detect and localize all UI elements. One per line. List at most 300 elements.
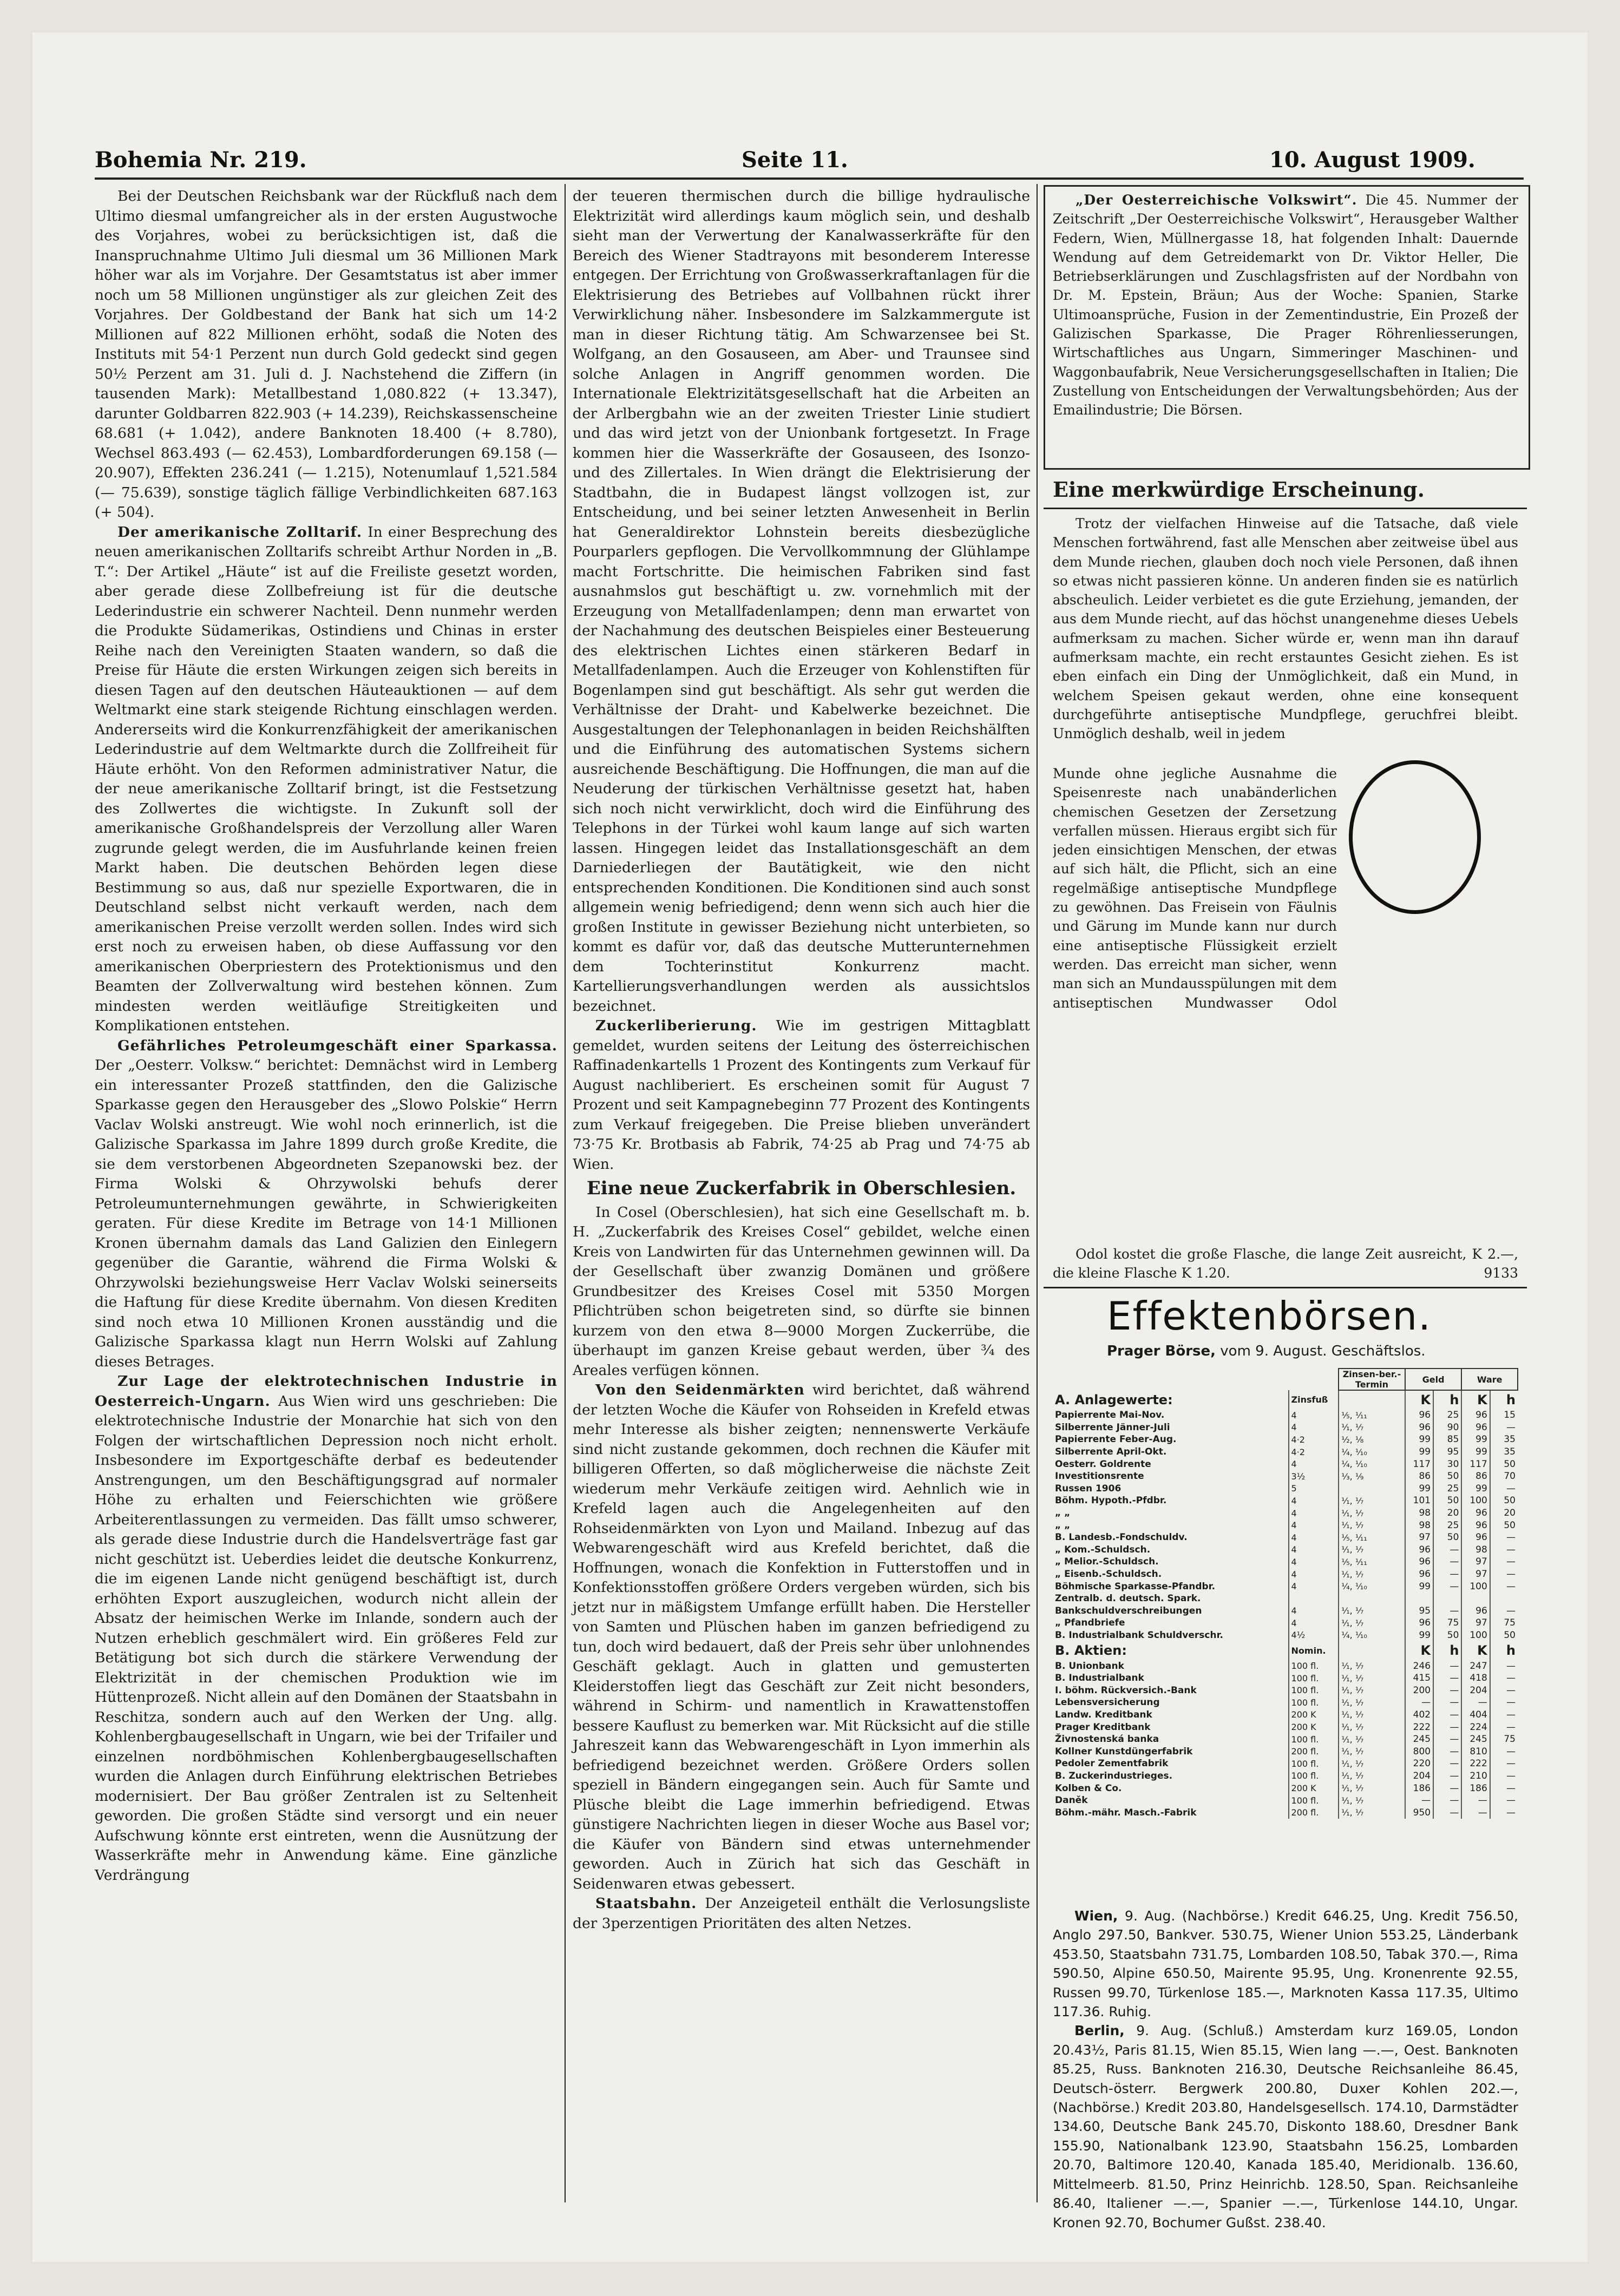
security-term: ⅟₄, ⅟₁₀: [1339, 1446, 1405, 1458]
geld-k: 99: [1405, 1446, 1433, 1458]
boerse-table: [1053, 1368, 1518, 1819]
geld-h: —: [1433, 1660, 1461, 1672]
table-row: [1053, 1422, 1518, 1434]
security-name: Daněk: [1055, 1795, 1088, 1806]
unit-h: h: [1490, 1390, 1518, 1409]
ad-paragraph-2-narrow: [1053, 764, 1337, 1013]
table-row: [1053, 1483, 1518, 1495]
table-row: [1053, 1806, 1518, 1819]
ware-k: 86: [1461, 1470, 1490, 1483]
geld-h: 75: [1433, 1617, 1461, 1629]
odol-seal-image: [1349, 760, 1481, 914]
article-heading: Gefährliches Petroleumgeschäft einer Sparkassa.: [117, 1037, 558, 1054]
article-body: Wie im gestrigen Mittagblatt gemeldet, wurden seitens der Leitung des österreichischen Raffinadenkartells 1 Prozent des Kontingents zum Verkauf für August nachliberiert. Es erscheinen somit für August 7 Prozent und seit Kampagnebeginn 77 Prozent des Kontingents zum Verkauf freigegeben. Die Preise blieben unverändert 73·75 Kr. Brotbasis ab Fabrik, 74·25 ab Prag und 74·75 ab Wien.: [573, 1017, 1030, 1173]
table-row: [1053, 1580, 1518, 1593]
geld-h: —: [1433, 1733, 1461, 1746]
security-term: ⅟₂, ⅟₈: [1339, 1433, 1405, 1446]
geld-h: 50: [1433, 1531, 1461, 1544]
security-name: I. böhm. Rückversich.-Bank: [1055, 1685, 1197, 1696]
table-row: [1053, 1433, 1518, 1446]
geld-k: 222: [1405, 1721, 1433, 1733]
geld-k: 99: [1405, 1483, 1433, 1495]
geld-h: —: [1433, 1568, 1461, 1581]
geld-h: 25: [1433, 1483, 1461, 1495]
table-row: [1053, 1568, 1518, 1581]
table-row: [1053, 1409, 1518, 1422]
article-heading: Staatsbahn.: [595, 1895, 697, 1912]
table-row: [1053, 1617, 1518, 1629]
ware-k: 186: [1461, 1782, 1490, 1794]
geld-h: —: [1433, 1672, 1461, 1685]
section-label: B. Aktien:: [1055, 1643, 1127, 1659]
security-rate: 4: [1289, 1422, 1339, 1434]
article-body: Der Anzeigeteil enthält die Verlosungsliste der 3perzentigen Prioritäten des alten Netzes.: [573, 1895, 1030, 1932]
table-row: [1053, 1672, 1518, 1685]
wien-heading: Wien,: [1074, 1908, 1118, 1924]
article-body: In einer Besprechung des neuen amerikanischen Zolltarifs schreibt Arthur Norden in „B. T.“: Der Artikel „Häute“ ist auf die Freiliste gesetzt worden, aber gerade diese Zollbefreiung ist für die deutsche Lederindustrie ein schwerer Nachteil. Denn nunmehr werden die Produkte Südamerikas, Ostindiens und Chinas in erster Reihe nach den Vereinigten Staaten wandern, so daß die Preise für Häute die ersten Wirkungen zeigen sich bereits in diesen Tagen auf den deutschen Häuteauktionen — auf dem Weltmarkt eine stark steigende Richtung einschlagen werden. Andererseits wird die Konkurrenzfähigkeit der amerikanischen Lederindustrie auf dem Weltmarkte durch die Zollfreiheit für Häute erhöht. Von den Reformen administrativer Natur, die der neue amerikanische Zolltarif bringt, ist die Festsetzung des Zollwertes die wichtigste. In Zukunft soll der amerikanische Großhandelspreis der Verzollung aller Waren zugrunde gelegt werden, die im Ausfuhrlande keinen freien Markt haben. Die deutschen Behörden legen diese Bestimmung so aus, daß nur spezielle Exportwaren, die in Deutschland selbst nicht verkauft werden, nach dem amerikanischen Preise verzollt werden sollen. Indes wird sich erst noch zu erweisen haben, ob diese Auffassung vor den amerikanischen Oberpriestern des Protektionismus und den Beamten der Zollverwaltung wird bestehen können. Zum mindesten werden weitläufige Streitigkeiten und Komplikationen entstehen.: [95, 523, 558, 1034]
table-row: [1053, 1544, 1518, 1556]
geld-k: 98: [1405, 1507, 1433, 1519]
geld-h: —: [1433, 1745, 1461, 1758]
volkswirt-notice: [1053, 190, 1518, 420]
section-sub: Nomin.: [1289, 1641, 1339, 1660]
security-name: B. Unionbank: [1055, 1660, 1124, 1672]
header-left: Bohemia Nr. 219.: [95, 147, 307, 173]
article-heading: Eine neue Zuckerfabrik in Oberschlesien.: [586, 1177, 1016, 1199]
geld-k: 96: [1405, 1556, 1433, 1568]
security-name: B. Landesb.-Fondschuldv.: [1055, 1532, 1188, 1543]
wien-paragraph: [1053, 1906, 1518, 2021]
geld-h: —: [1433, 1770, 1461, 1782]
ware-k: 99: [1461, 1446, 1490, 1458]
security-name: Oesterr. Goldrente: [1055, 1458, 1151, 1470]
geld-k: 220: [1405, 1758, 1433, 1770]
column-separator-2: [1037, 184, 1038, 2202]
security-name: Bankschuldverschreibungen: [1055, 1605, 1202, 1616]
table-row: [1053, 1721, 1518, 1733]
ware-h: 75: [1490, 1733, 1518, 1746]
ware-h: 20: [1490, 1507, 1518, 1519]
security-rate: 100 fl.: [1289, 1696, 1339, 1709]
geld-k: 200: [1405, 1684, 1433, 1696]
article-body: Aus Wien wird uns geschrieben: Die elektrotechnische Industrie der Monarchie hat sich von den Folgen der wirtschaftlichen Depression noch nicht erholt. Insbesondere im Exportgeschäfte derbaf es bedeutender Anstrengungen, um den Beschäftigungsgrad auf normaler Höhe zu erhalten und Feierschichten wie größere Arbeiterentlassungen zu vermeiden. Das fällt umso schwerer, als gerade diese Industrie durch die Handelsverträge fast gar nicht geschützt ist. Ueberdies leidet die deutsche Konkurrenz, die im eigenen Lande nicht genügend beschäftigt ist, durch erhöhten Export auszugleichen, wodurch nicht allein der Absatz der heimischen Werke im Inlande, sondern auch der Nutzen erheblich geschmälert wird. Ein größeres Feld zur Betätigung bot sich durch die stärkere Verwendung der Elektrizität in der chemischen Produktion wie im Hüttenprozeß. Nicht allein auf den Domänen der Staatsbahn in Reschitza, sondern auch auf den Werken der Ung. allg. Kohlenbergbaugesellschaft in Ungarn, wie bei der Trifailer und einzelnen nordböhmischen Kohlenbergbaugesellschaften wurden die Anlagen durch Einführung elektrischen Betriebes modernisiert. Der Bau größer Zentralen ist zu Seltenheit geworden. Die großen Städte sind versorgt und ein neuer Aufschwung könnte erst eintreten, wenn die Ausnützung der Wasserkräfte mehr in Anwendung käme. Eine gänzliche Verdrängung: [95, 1392, 558, 1884]
ad-code: 9133: [1484, 1265, 1518, 1281]
ware-k: 245: [1461, 1733, 1490, 1746]
article-heading: Zuckerliberierung.: [595, 1017, 757, 1034]
boerse-subtitle: [1107, 1343, 1426, 1359]
ware-k: 98: [1461, 1544, 1490, 1556]
security-rate: 200 K: [1289, 1782, 1339, 1794]
article-zuckerfabrik: In Cosel (Oberschlesien), hat sich eine Gesellschaft m. b. H. „Zuckerfabrik des Kreises Cosel“ gebildet, welche einen Kreis von Landwirten für das Unternehmen gewinnen will. Da der Gesellschaft über zwanzig Domänen und größere Grundbesitzer des Kreises Cosel mit 5350 Morgen Pflichtrüben schon beigetreten sind, so dürfte sie binnen kurzem von den etwa 8—9000 Morgen Zuckerrübe, die überhaupt im ganzen Kreise gebaut werden, über ¾ des Areales verfügen können.: [573, 1203, 1030, 1379]
geld-h: —: [1433, 1721, 1461, 1733]
table-row: [1053, 1794, 1518, 1807]
ware-k: 96: [1461, 1422, 1490, 1434]
security-term: ⅟₁, ⅟₇: [1339, 1605, 1405, 1617]
geld-h: —: [1433, 1605, 1461, 1617]
table-row: [1053, 1696, 1518, 1709]
geld-h: —: [1433, 1794, 1461, 1807]
ad-price: [1053, 1245, 1518, 1283]
article-heading: Zur Lage der elektrotechnischen Industrie in Oesterreich-Ungarn.: [95, 1373, 558, 1410]
geld-k: 97: [1405, 1531, 1433, 1544]
ware-h: [1490, 1593, 1518, 1605]
security-term: ⅟₁, ⅟₇: [1339, 1806, 1405, 1819]
security-name: „ Pfandbriefe: [1055, 1617, 1125, 1629]
table-row: [1053, 1470, 1518, 1483]
geld-k: 96: [1405, 1544, 1433, 1556]
geld-h: —: [1433, 1709, 1461, 1721]
security-name: Kollner Kunstdüngerfabrik: [1055, 1746, 1193, 1757]
geld-h: 50: [1433, 1495, 1461, 1507]
geld-k: 96: [1405, 1568, 1433, 1581]
security-name: Lebensversicherung: [1055, 1697, 1160, 1708]
table-row: [1053, 1495, 1518, 1507]
security-rate: 200 K: [1289, 1709, 1339, 1721]
security-term: ⅟₄, ⅟₁₀: [1339, 1458, 1405, 1470]
geld-h: —: [1433, 1556, 1461, 1568]
security-term: ⅟₁, ⅟₇: [1339, 1721, 1405, 1733]
security-rate: 3½: [1289, 1470, 1339, 1483]
ware-h: 15: [1490, 1409, 1518, 1422]
article-heading: Der amerikanische Zolltarif.: [117, 523, 363, 541]
geld-k: 99: [1405, 1580, 1433, 1593]
unit-h: h: [1490, 1641, 1518, 1660]
boerse-title: Effektenbörsen.: [1107, 1293, 1432, 1339]
geld-k: 246: [1405, 1660, 1433, 1672]
ware-k: 97: [1461, 1556, 1490, 1568]
geld-k: 245: [1405, 1733, 1433, 1746]
table-row: [1053, 1531, 1518, 1544]
security-term: ⅟₄, ⅟₁₀: [1339, 1629, 1405, 1642]
ware-h: 50: [1490, 1519, 1518, 1531]
security-term: ⅕, ⅟₁₁: [1339, 1409, 1405, 1422]
column-separator-1: [565, 184, 566, 2202]
ad-price-text: Odol kostet die große Flasche, die lange Zeit ausreicht, K 2.—, die kleine Flasche K 1.20.: [1053, 1246, 1518, 1281]
ware-k: 100: [1461, 1580, 1490, 1593]
security-name: Böhm. Hypoth.-Pfdbr.: [1055, 1495, 1167, 1506]
column-2: [573, 187, 1030, 1933]
geld-k: 95: [1405, 1605, 1433, 1617]
ware-k: 97: [1461, 1568, 1490, 1581]
ware-h: —: [1490, 1580, 1518, 1593]
security-rate: 4: [1289, 1544, 1339, 1556]
security-name: Pedoler Zementfabrik: [1055, 1758, 1169, 1769]
table-row: [1053, 1629, 1518, 1642]
geld-k: —: [1405, 1696, 1433, 1709]
geld-h: —: [1433, 1806, 1461, 1819]
security-term: ⅟₁, ⅟₇: [1339, 1495, 1405, 1507]
ad-paragraph-2-wide: [1053, 1014, 1518, 1285]
ware-h: —: [1490, 1672, 1518, 1685]
security-term: [1339, 1593, 1405, 1605]
berlin-paragraph: [1053, 2021, 1518, 2232]
security-term: ⅟₃, ⅟₉: [1339, 1470, 1405, 1483]
ad-text-2-wide: [1053, 1014, 1518, 1033]
security-rate: 4½: [1289, 1629, 1339, 1642]
table-row: [1053, 1770, 1518, 1782]
berlin-body: 9. Aug. (Schluß.) Amsterdam kurz 169.05, London 20.43½, Paris 81.15, Wien 85.15, Wien lang —.—, Oest. Banknoten 85.25, Russ. Banknoten 216.30, Deutsche Reichsanleihe 86.45, Deutsch-österr. Bergwerk 200.80, Duxer Kohlen 202.—, (Nachbörse.) Kredit 203.80, Handelsgesellsch. 174.10, Darmstädter 134.60, Deutsche Bank 245.70, Diskonto 188.60, Dresdner Bank 155.90, Nationalbank 123.90, Staatsbahn 156.25, Lombarden 20.70, Baltimore 120.40, Kanada 185.40, Meridionalb. 136.60, Mittelmeerb. 81.50, Prinz Heinrichb. 128.50, Span. Reichsanleihe 86.40, Italiener —.—, Spanier —.—, Türkenlose 144.10, Ungar. Kronen 92.70, Bochumer Gußst. 238.40.: [1053, 2023, 1518, 2231]
security-name: B. Industrialbank Schuldverschr.: [1055, 1629, 1223, 1641]
ware-h: —: [1490, 1745, 1518, 1758]
ad-title: Eine merkwürdige Erscheinung.: [1053, 477, 1425, 502]
ware-h: —: [1490, 1758, 1518, 1770]
ad-text-2: Munde ohne jegliche Ausnahme die Speisenreste nach unabänderlichen chemischen Gesetzen der Zersetzung verfallen müssen. Hieraus ergibt sich für jeden einsichtigen Menschen, der etwas auf sich hält, die Pflicht, sich an eine regelmäßige antiseptische Mundpflege zu gewöhnen. Das Freisein von Fäulnis und Gärung im Munde kann nur durch eine antiseptische Flüssigkeit erzielt werden. Das erreicht man sicher, wenn man sich an Mundausspülungen mit dem antiseptischen Mundwasser Odol: [1053, 766, 1337, 1011]
col-head-geld: Geld: [1405, 1369, 1462, 1390]
ware-h: 50: [1490, 1629, 1518, 1642]
ware-h: —: [1490, 1483, 1518, 1495]
unit-h: h: [1433, 1641, 1461, 1660]
geld-k: 402: [1405, 1709, 1433, 1721]
ware-k: 96: [1461, 1531, 1490, 1544]
security-term: ⅟₁, ⅟₇: [1339, 1745, 1405, 1758]
ware-h: —: [1490, 1422, 1518, 1434]
geld-h: [1433, 1593, 1461, 1605]
security-rate: 4·2: [1289, 1446, 1339, 1458]
table-row: [1053, 1733, 1518, 1746]
ware-h: 35: [1490, 1433, 1518, 1446]
security-rate: 100 fl.: [1289, 1770, 1339, 1782]
table-row: [1053, 1556, 1518, 1568]
security-term: ⅟₄, ⅟₁₀: [1339, 1580, 1405, 1593]
geld-h: —: [1433, 1580, 1461, 1593]
security-name: Russen 1906: [1055, 1483, 1121, 1494]
security-name: Živnostenská banka: [1055, 1734, 1159, 1745]
ware-k: [1461, 1593, 1490, 1605]
geld-k: 950: [1405, 1806, 1433, 1819]
table-row: [1053, 1684, 1518, 1696]
geld-k: 101: [1405, 1495, 1433, 1507]
security-name: „ Kom.-Schuldsch.: [1055, 1544, 1151, 1555]
ware-k: 204: [1461, 1684, 1490, 1696]
security-term: ⅟₁, ⅟₇: [1339, 1758, 1405, 1770]
table-row: [1053, 1519, 1518, 1531]
header-right: 10. August 1909.: [1269, 147, 1475, 173]
table-row: [1053, 1758, 1518, 1770]
security-rate: 200 fl.: [1289, 1806, 1339, 1819]
ware-h: 50: [1490, 1495, 1518, 1507]
table-row: [1053, 1782, 1518, 1794]
table-section-b: [1053, 1641, 1518, 1660]
security-term: ⅟₁, ⅟₇: [1339, 1684, 1405, 1696]
ware-k: 96: [1461, 1507, 1490, 1519]
article-body: wird berichtet, daß während der letzten Woche die Käufer von Rohseiden in Krefeld etwas mehr Interesse als bisher zeigten; nennenswerte Verkäufe sind nicht zustande gekommen, doch rechnen die Käufer mit billigeren Offerten, so daß möglicherweise die nächste Zeit wiederum mehr Verkäufe zeitigen wird. Aehnlich wie in Krefeld lagen auch die Angelegenheiten auf den Rohseidenmärkten von Lyon und Mailand. Inbezug auf das Webwarengeschäft wird aus Krefeld berichtet, daß die Hoffnungen, wonach die Konfektion in Futterstoffen und in Konfektionsstoffen größere Orders vergeben würden, sich bis jetzt nur in mäßigstem Umfange erfüllt haben. Die Hersteller von Samten und Plüschen haben im ganzen befriedigend zu tun, doch wird bedauert, daß der Preis sehr über unlohnendes Geschäft geklagt. Auch in glatten und gemusterten Kleiderstoffen liegt das Geschäft zur Zeit nicht besonders, während in Schirm- und namentlich in Krawattenstoffen bessere Kauflust zu bemerken war. Mit Rücksicht auf die stille Jahreszeit kann das Webwarengeschäft in Lyon immerhin als befriedigend bezeichnet werden. Größere Orders sollen speziell in Bändern eingegangen sein. Auch für Samte und Plüsche bleibt die Lage immerhin befriedigend. Etwas günstigere Nachrichten liegen in dieser Woche aus Basel vor; die Käufer von Bändern sind etwas unternehmender geworden. Auch in Zürich hat sich das Geschäft in Seidenwaren etwas gebessert.: [573, 1381, 1030, 1892]
ware-k: —: [1461, 1806, 1490, 1819]
ware-h: —: [1490, 1568, 1518, 1581]
security-rate: 4: [1289, 1495, 1339, 1507]
ware-h: —: [1490, 1531, 1518, 1544]
section-label: A. Anlagewerte:: [1055, 1392, 1173, 1407]
security-term: ⅟₁, ⅟₇: [1339, 1733, 1405, 1746]
article-seide: [573, 1380, 1030, 1894]
security-name: Papierrente Mai-Nov.: [1055, 1410, 1165, 1421]
table-row: [1053, 1446, 1518, 1458]
geld-k: —: [1405, 1794, 1433, 1807]
ad-title-rule: [1044, 508, 1527, 509]
article-elektro-cont: der teueren thermischen durch die billige hydraulische Elektrizität wird allerdings kaum möglich sein, und deshalb sieht man der Verwertung der Kanalwasserkräfte für den Bereich des Wiener Stadtrayons mit besonderem Interesse entgegen. Der Errichtung von Großwasserkraftanlagen für die Elektrisierung des Betriebes auf Vollbahnen rückt ihrer Verwirklichung näher. Insbesondere im Salzkammergute ist man in dieser Richtung tätig. Am Schwarzensee bei St. Wolfgang, an den Gosauseen, am Aber- und Traunsee sind solche Anlagen in Angriff genommen worden. Die Internationale Elektrizitätsgesellschaft hat die Arbeiten an der Arlbergbahn wie an der zweiten Triester Linie studiert und das wird jetzt von der Unionbank fortgesetzt. In Frage kommen hier die Wasserkräfte der Gosauseen, des Isonzo- und des Zillertales. In Wien drängt die Elektrisierung der Stadtbahn, die in Budapest längst vollzogen ist, zur Entscheidung, und bei seiner letzten Anwesenheit in Berlin hat Generaldirektor Lohnstein bereits diesbezügliche Pourparlers gepflogen. Die Vervollkommnung der Glühlampe macht Fortschritte. Die heimischen Fabriken sind fast ausnahmslos gut beschäftigt u. zw. vornehmlich mit der Erzeugung von Metallfadenlampen; denn man erwartet von der Nachahmung des deutschen Beispieles einer Besteuerung des elektrischen Lichtes einen stärkeren Bedarf in Metallfadenlampen. Auch die Erzeuger von Kohlenstiften für Bogenlampen sind gut beschäftigt. Als sehr gut werden die Verhältnisse der Draht- und Kabelwerke bezeichnet. Die Ausgestaltungen der Telephonanlagen in beiden Reichshälften und die Einführung des automatischen Systems sichern ausreichende Beschäftigung. Die Hoffnungen, die man auf die Neuderung der türkischen Verhältnisse gesetzt hat, haben sich noch nicht verwirklicht, doch wird die Einführung des Telephons in der Türkei wohl kaum lange auf sich warten lassen. Hingegen leidet das Installationsgeschäft an dem Darniederliegen der Bautätigkeit, wie den nicht entsprechenden Konditionen. Die Konditionen sind auch sonst allgemein wenig befriedigend; denn wenn sich auch hier die großen Institute in gewisser Beziehung nicht unterbieten, so kommt es dafür vor, daß das deutsche Mutterunternehmen dem Tochterinstitut Konkurrenz macht. Kartellierungsverhandlungen werden als aussichtslos bezeichnet.: [573, 188, 1030, 1015]
ware-k: 99: [1461, 1483, 1490, 1495]
geld-h: 25: [1433, 1519, 1461, 1531]
geld-h: —: [1433, 1758, 1461, 1770]
security-name: B. Zuckerindustrieges.: [1055, 1770, 1173, 1781]
ware-k: 100: [1461, 1629, 1490, 1642]
ad-paragraph-1: [1053, 514, 1518, 744]
security-rate: 4: [1289, 1605, 1339, 1617]
article-reichsbank: Bei der Deutschen Reichsbank war der Rückfluß nach dem Ultimo diesmal umfangreicher als in der ersten Augustwoche des Vorjahres, wobei zu berücksichtigen ist, daß die Inanspruchnahme Ultimo Juli diesmal um 36 Millionen Mark höher war als im Vorjahre. Der Gesamtstatus ist aber immer noch um 58 Millionen ungünstiger als zur gleichen Zeit des Vorjahres. Der Goldbestand der Bank hat sich um 14·2 Millionen auf 822 Millionen erhöht, sodaß die Noten des Instituts mit 54·1 Perzent nun durch Gold gedeckt sind gegen 50½ Perzent am 31. Juli d. J. Nachstehend die Ziffern (in tausenden Mark): Metallbestand 1,080.822 (+ 13.347), darunter Goldbarren 822.903 (+ 14.239), Reichskassenscheine 68.681 (+ 1.042), andere Banknoten 18.400 (+ 8.780), Wechsel 863.493 (— 62.453), Lombardforderungen 69.158 (— 20.907), Effekten 236.241 (— 1.215), Notenumlauf 1,521.584 (— 75.639), sonstige täglich fällige Verbindlichkeiten 687.163 (+ 504).: [95, 188, 558, 521]
security-name: B. Industrialbank: [1055, 1673, 1144, 1684]
security-name: Prager Kreditbank: [1055, 1721, 1151, 1733]
ware-h: —: [1490, 1770, 1518, 1782]
ware-h: —: [1490, 1556, 1518, 1568]
article-petroleum: [95, 1036, 558, 1372]
security-rate: 4: [1289, 1556, 1339, 1568]
ware-h: —: [1490, 1782, 1518, 1794]
geld-k: 96: [1405, 1617, 1433, 1629]
geld-k: 86: [1405, 1470, 1433, 1483]
volkswirt-heading: „Der Oesterreichische Volkswirt“.: [1075, 192, 1357, 208]
security-term: ⅟₁, ⅟₇: [1339, 1422, 1405, 1434]
security-name: Kolben & Co.: [1055, 1782, 1122, 1794]
security-rate: 100 fl.: [1289, 1672, 1339, 1685]
security-rate: [1289, 1593, 1339, 1605]
unit-k: K: [1461, 1641, 1490, 1660]
column-1: [95, 187, 558, 1885]
ware-k: 100: [1461, 1495, 1490, 1507]
security-rate: 4: [1289, 1617, 1339, 1629]
newspaper-page: [32, 32, 1588, 2262]
geld-h: 95: [1433, 1446, 1461, 1458]
security-name: „ „: [1055, 1508, 1071, 1519]
ware-k: 117: [1461, 1458, 1490, 1470]
ware-k: —: [1461, 1696, 1490, 1709]
ware-h: —: [1490, 1684, 1518, 1696]
boerse-subtitle-bold: Prager Börse,: [1107, 1343, 1216, 1359]
security-rate: 4: [1289, 1519, 1339, 1531]
empty-cell: [1339, 1390, 1405, 1409]
ware-k: 224: [1461, 1721, 1490, 1733]
ware-k: 210: [1461, 1770, 1490, 1782]
security-name: Silberrente Jänner-Juli: [1055, 1422, 1170, 1433]
security-rate: 4: [1289, 1458, 1339, 1470]
col-head-ware: Ware: [1461, 1369, 1518, 1390]
security-name: Investitionsrente: [1055, 1471, 1144, 1482]
geld-h: 25: [1433, 1409, 1461, 1422]
ware-h: —: [1490, 1709, 1518, 1721]
ware-h: —: [1490, 1544, 1518, 1556]
article-staatsbahn: [573, 1894, 1030, 1933]
wien-report: [1053, 1906, 1518, 2232]
ware-h: —: [1490, 1660, 1518, 1672]
geld-h: 50: [1433, 1470, 1461, 1483]
table-row: [1053, 1507, 1518, 1519]
geld-k: 99: [1405, 1433, 1433, 1446]
security-rate: 100 fl.: [1289, 1758, 1339, 1770]
geld-k: 117: [1405, 1458, 1433, 1470]
geld-h: 30: [1433, 1458, 1461, 1470]
geld-k: 204: [1405, 1770, 1433, 1782]
geld-h: —: [1433, 1696, 1461, 1709]
boerse-subtitle-rest: vom 9. August. Geschäftslos.: [1220, 1343, 1426, 1359]
security-rate: 100 fl.: [1289, 1794, 1339, 1807]
security-term: ⅟₁, ⅟₇: [1339, 1519, 1405, 1531]
security-name: „ Eisenb.-Schuldsch.: [1055, 1569, 1162, 1580]
ware-k: 222: [1461, 1758, 1490, 1770]
security-rate: 100 fl.: [1289, 1660, 1339, 1672]
ad-text-1: Trotz der vielfachen Hinweise auf die Tatsache, daß viele Menschen fortwährend, fast alle Menschen aber zeitweise übel aus dem Munde riechen, glauben doch noch viele Personen, daß ihnen so etwas nicht passieren könne. Un anderen finden sie es natürlich abscheulich. Leider verbietet es die gute Erziehung, jemanden, der aus dem Munde riecht, auf das höchst unangenehme dieses Uebels aufmerksam zu machen. Sicher würde er, wenn man ihn darauf aufmerksam machte, ein recht erstauntes Gesicht ziehen. Es ist eben einfach ein Ding der Unmöglichkeit, daß ein Mund, in welchem Speisen gekaut werden, ohne eine konsequent durchgeführte antiseptische Mundpflege, geruchfrei bleibt. Unmöglich deshalb, weil in jedem: [1053, 516, 1518, 742]
security-rate: 4: [1289, 1568, 1339, 1581]
article-zolltarif: [95, 523, 558, 1036]
ware-k: 247: [1461, 1660, 1490, 1672]
security-rate: 5: [1289, 1483, 1339, 1495]
header-center: Seite 11.: [742, 147, 848, 173]
article-body: Der „Oesterr. Volksw.“ berichtet: Demnächst wird in Lemberg ein interessanter Prozeß stattfinden, den die Galizische Sparkasse gegen den Herausgeber des „Slowo Polskie“ Herrn Vaclav Wolski anstreugt. Wie wohl noch erinnerlich, ist die Galizische Sparkassa im Jahre 1899 durch große Kredite, die sie dem verstorbenen Abgeordneten Szepanowski bez. der Firma Wolski & Ohrzywolski behufs derer Petroleumunternehmungen gewährte, in Schwierigkeiten geraten. Für diese Kredite im Betrage von 14·1 Millionen Kronen übernahm damals das Land Galizien den Einlegern gegenüber die Garantie, während die Firma Wolski & Ohrzywolski beziehungsweise Herr Vaclav Wolski seinerseits die Haftung für diese Kredite übernahm. Von diesen Krediten sind noch etwa 10 Millionen Kronen ausständig und die Galizische Sparkassa klagt nun Herrn Wolski auf Zahlung dieses Betrages.: [95, 1057, 558, 1370]
security-rate: 4: [1289, 1409, 1339, 1422]
ware-k: 404: [1461, 1709, 1490, 1721]
security-name: Papierrente Feber-Aug.: [1055, 1434, 1177, 1445]
security-term: ⅟₁, ⅟₇: [1339, 1507, 1405, 1519]
ware-h: 70: [1490, 1470, 1518, 1483]
security-name: Zentralb. d. deutsch. Spark.: [1055, 1593, 1201, 1604]
geld-k: 96: [1405, 1409, 1433, 1422]
geld-h: —: [1433, 1544, 1461, 1556]
table-row: [1053, 1593, 1518, 1605]
berlin-heading: Berlin,: [1074, 2023, 1125, 2039]
article-heading: Von den Seidenmärkten: [595, 1381, 805, 1398]
security-name: Landw. Kreditbank: [1055, 1709, 1152, 1720]
geld-h: 50: [1433, 1629, 1461, 1642]
security-term: ⅟₁, ⅟₇: [1339, 1617, 1405, 1629]
security-rate: 4·2: [1289, 1433, 1339, 1446]
security-term: ⅟₁, ⅟₇: [1339, 1660, 1405, 1672]
col-head-name: [1053, 1369, 1289, 1390]
geld-k: 800: [1405, 1745, 1433, 1758]
volkswirt-body: Die 45. Nummer der Zeitschrift „Der Oesterreichische Volkswirt“, Herausgeber Walther Federn, Wien, Müllnergasse 18, hat folgenden Inhalt: Dauernde Wendung auf dem Getreidemarkt von Dr. Viktor Heller, Die Betriebserklärungen und Zuschlagsfristen auf der Nordbahn von Dr. M. Epstein, Bräun; Aus der Woche: Spanien, Starke Ultimoansprüche, Fusion in der Zementindustrie, Ein Prozeß der Galizischen Sparkasse, Die Prager Röhrenliesserungen, Wirtschaftliches aus Ungarn, Simmeringer Maschinen- und Waggonbaufabrik, Neue Versicherungsgesellschaften in Italien; Die Zustellung von Entscheidungen der Verwaltungsbehörden; Aus der Emailindustrie; Die Börsen.: [1053, 192, 1518, 418]
security-name: Böhm.-mähr. Masch.-Fabrik: [1055, 1807, 1197, 1818]
table-row: [1053, 1605, 1518, 1617]
geld-k: [1405, 1593, 1433, 1605]
security-term: ⅟₅, ⅟₁₁: [1339, 1531, 1405, 1544]
table-row: [1053, 1745, 1518, 1758]
table-row: [1053, 1660, 1518, 1672]
wien-body: 9. Aug. (Nachbörse.) Kredit 646.25, Ung. Kredit 756.50, Anglo 297.50, Bankver. 530.75, Wiener Union 553.25, Länderbank 453.50, Staatsbahn 731.75, Lombarden 108.50, Tabak 370.—, Rima 590.50, Alpine 650.50, Mairente 95.95, Ung. Kronenrente 92.55, Russen 99.70, Türkenlose 185.—, Marknoten Kassa 117.35, Ultimo 117.36. Ruhig.: [1053, 1908, 1519, 2020]
security-term: ⅟₁, ⅟₇: [1339, 1672, 1405, 1685]
ware-h: —: [1490, 1696, 1518, 1709]
volkswirt-text: [1053, 190, 1518, 420]
col-head-zins: [1289, 1369, 1339, 1390]
security-rate: 100 fl.: [1289, 1733, 1339, 1746]
table-row: [1053, 1709, 1518, 1721]
col-head-termin: Zinsen-ber.-Termin: [1339, 1369, 1405, 1390]
security-term: ⅟₅, ⅟₁₁: [1339, 1556, 1405, 1568]
unit-h: h: [1433, 1390, 1461, 1409]
ware-h: 35: [1490, 1446, 1518, 1458]
geld-h: —: [1433, 1684, 1461, 1696]
geld-h: 20: [1433, 1507, 1461, 1519]
geld-k: 415: [1405, 1672, 1433, 1685]
empty-cell: [1339, 1641, 1405, 1660]
geld-h: 90: [1433, 1422, 1461, 1434]
security-term: ⅟₁, ⅟₇: [1339, 1544, 1405, 1556]
ware-h: 75: [1490, 1617, 1518, 1629]
geld-h: 85: [1433, 1433, 1461, 1446]
security-name: „ „: [1055, 1519, 1071, 1531]
geld-h: —: [1433, 1782, 1461, 1794]
unit-k: K: [1461, 1390, 1490, 1409]
security-rate: 4: [1289, 1507, 1339, 1519]
geld-k: 186: [1405, 1782, 1433, 1794]
security-rate: 100 fl.: [1289, 1684, 1339, 1696]
security-term: ⅟₁, ⅟₇: [1339, 1709, 1405, 1721]
security-term: ⅟₁, ⅟₇: [1339, 1568, 1405, 1581]
